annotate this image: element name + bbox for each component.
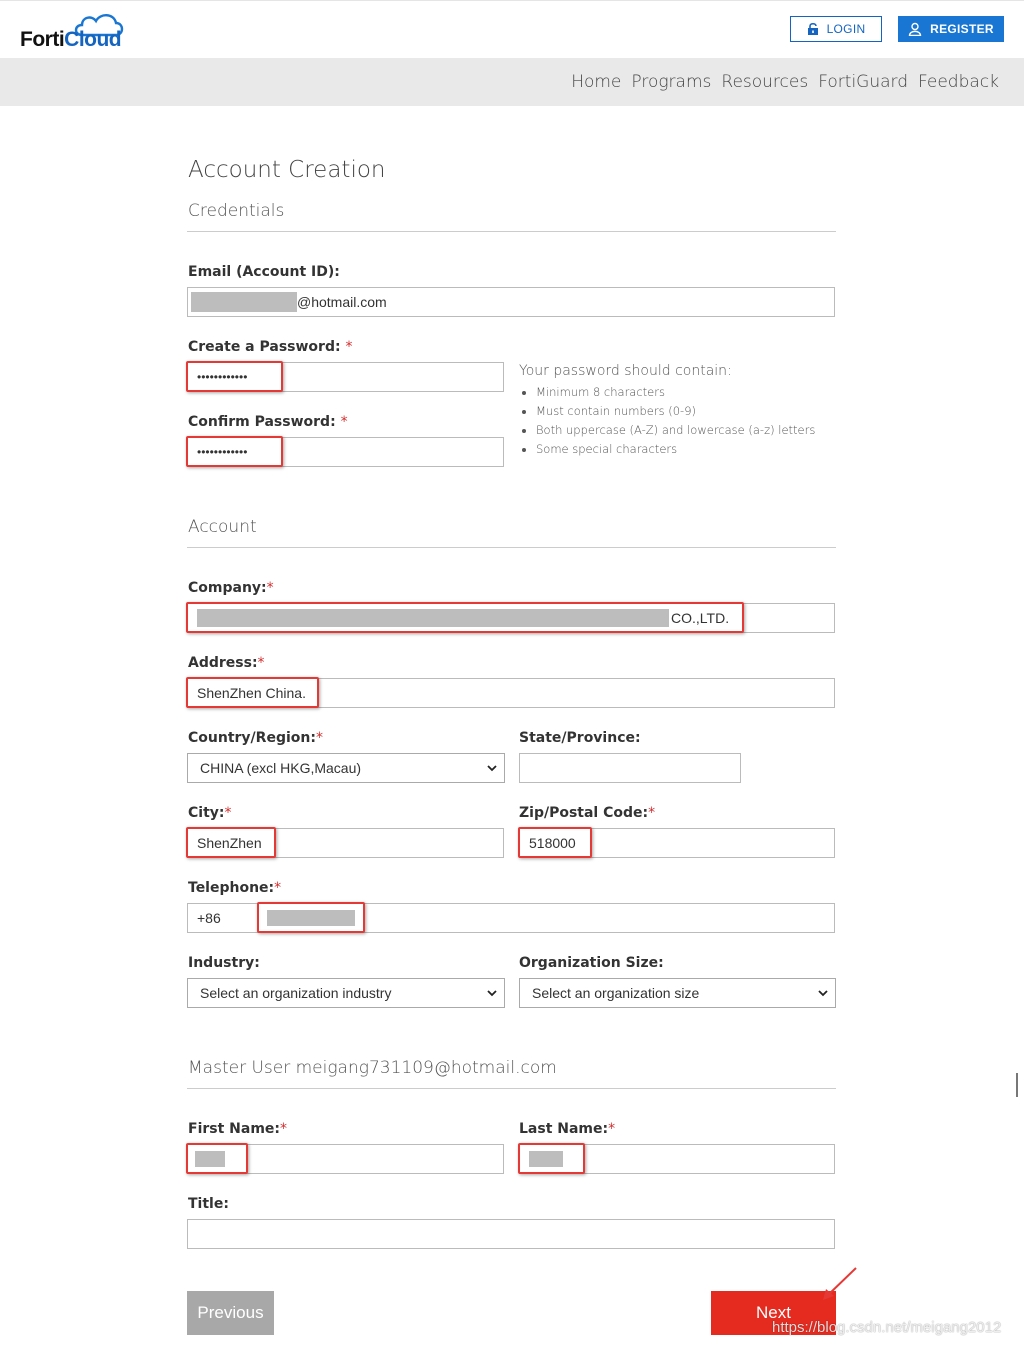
email-field[interactable] xyxy=(187,287,835,317)
state-field[interactable] xyxy=(519,753,741,783)
address-label xyxy=(188,655,265,671)
highlight-box xyxy=(186,436,283,467)
confirm-label-text: Confirm Password: xyxy=(188,414,336,430)
redacted-block xyxy=(191,292,297,312)
scrollbar-thumb[interactable] xyxy=(1016,1073,1018,1097)
password-requirements xyxy=(519,363,815,461)
requirement-item: • Both uppercase (A-Z) and lowercase (a-z) letters xyxy=(536,423,815,437)
highlight-box xyxy=(518,827,592,858)
password-label xyxy=(188,339,352,355)
address-label-text: Address: xyxy=(188,655,258,671)
previous-button[interactable]: Previous xyxy=(187,1291,274,1335)
password-label-text: Create a Password: xyxy=(188,339,341,355)
page-title: Account Creation xyxy=(188,157,386,183)
city-label xyxy=(188,805,232,821)
telephone-label xyxy=(188,880,281,896)
required-mark: * xyxy=(224,805,232,821)
main-nav xyxy=(0,58,1024,106)
organization-size-select[interactable] xyxy=(519,978,836,1008)
required-mark: * xyxy=(257,655,265,671)
country-label xyxy=(188,730,323,746)
nav-feedback[interactable]: Feedback xyxy=(918,72,999,92)
highlight-box xyxy=(186,602,744,633)
required-mark: * xyxy=(315,730,323,746)
divider xyxy=(187,547,836,548)
divider xyxy=(187,1088,836,1089)
highlight-box xyxy=(518,1143,585,1174)
top-header xyxy=(0,0,1024,58)
zip-label xyxy=(519,805,655,821)
address-value: ShenZhen China. xyxy=(197,685,306,701)
account-section-title: Account xyxy=(188,517,257,537)
lock-icon xyxy=(807,22,819,36)
divider xyxy=(187,231,836,232)
required-mark: * xyxy=(266,580,274,596)
nav-fortiguard[interactable]: FortiGuard xyxy=(818,72,909,92)
zip-value: 518000 xyxy=(529,835,576,851)
required-mark: * xyxy=(274,880,282,896)
required-mark: * xyxy=(340,414,348,430)
confirm-password-value: •••••••••••• xyxy=(197,445,248,459)
chevron-down-icon xyxy=(817,987,829,999)
company-label xyxy=(188,580,274,596)
country-label-text: Country/Region: xyxy=(188,730,316,746)
requirement-item: • Some special characters xyxy=(536,442,815,456)
user-icon xyxy=(908,22,922,36)
industry-select[interactable] xyxy=(187,978,505,1008)
login-label: LOGIN xyxy=(826,22,866,36)
organization-size-label: Organization Size: xyxy=(519,955,664,971)
industry-label: Industry: xyxy=(188,955,260,971)
city-label-text: City: xyxy=(188,805,225,821)
telephone-label-text: Telephone: xyxy=(188,880,275,896)
telephone-prefix: +86 xyxy=(197,910,221,926)
highlight-box xyxy=(186,677,319,708)
nav-programs[interactable]: Programs xyxy=(631,72,712,92)
industry-value: Select an organization industry xyxy=(200,985,392,1001)
highlight-box xyxy=(186,361,283,392)
title-label: Title: xyxy=(188,1196,229,1212)
company-suffix: CO.,LTD. xyxy=(671,610,730,626)
next-button[interactable]: Next xyxy=(711,1291,836,1335)
credentials-section-title: Credentials xyxy=(188,201,285,221)
highlight-box xyxy=(257,902,365,933)
country-select[interactable] xyxy=(187,753,505,783)
last-name-label xyxy=(519,1121,615,1137)
master-user-section-title: Master User meigang731109@hotmail.com xyxy=(188,1058,557,1078)
nav-resources[interactable]: Resources xyxy=(721,72,809,92)
forticloud-logo[interactable] xyxy=(20,11,130,51)
required-mark: * xyxy=(608,1121,616,1137)
first-name-label xyxy=(188,1121,287,1137)
email-suffix: @hotmail.com xyxy=(297,294,387,310)
required-mark: * xyxy=(280,1121,288,1137)
highlight-box xyxy=(186,1143,248,1174)
required-mark: * xyxy=(648,805,656,821)
company-label-text: Company: xyxy=(188,580,267,596)
requirement-item: • Minimum 8 characters xyxy=(536,385,815,399)
register-button[interactable] xyxy=(898,16,1004,42)
nav-home[interactable]: Home xyxy=(571,72,622,92)
country-value: CHINA (excl HKG,Macau) xyxy=(200,760,362,776)
zip-label-text: Zip/Postal Code: xyxy=(519,805,649,821)
email-label: Email (Account ID): xyxy=(188,264,340,280)
organization-size-value: Select an organization size xyxy=(532,985,700,1001)
last-name-label-text: Last Name: xyxy=(519,1121,609,1137)
password-value: •••••••••••• xyxy=(197,370,248,384)
confirm-password-label xyxy=(188,414,348,430)
password-help-title: Your password should contain: xyxy=(519,363,732,379)
state-label: State/Province: xyxy=(519,730,641,746)
city-value: ShenZhen xyxy=(197,835,262,851)
register-label: REGISTER xyxy=(930,22,994,36)
watermark: https://blog.csdn.net/meigang2012 xyxy=(772,1319,1002,1336)
chevron-down-icon xyxy=(486,987,498,999)
chevron-down-icon xyxy=(486,762,498,774)
logo-text: FortiCloud xyxy=(20,28,122,51)
login-button[interactable] xyxy=(790,16,882,42)
requirement-item: • Must contain numbers (0-9) xyxy=(536,404,815,418)
highlight-box xyxy=(186,827,276,858)
annotation-arrow-icon xyxy=(820,1265,860,1301)
required-mark: * xyxy=(345,339,353,355)
first-name-label-text: First Name: xyxy=(188,1121,281,1137)
title-field[interactable] xyxy=(187,1219,835,1249)
